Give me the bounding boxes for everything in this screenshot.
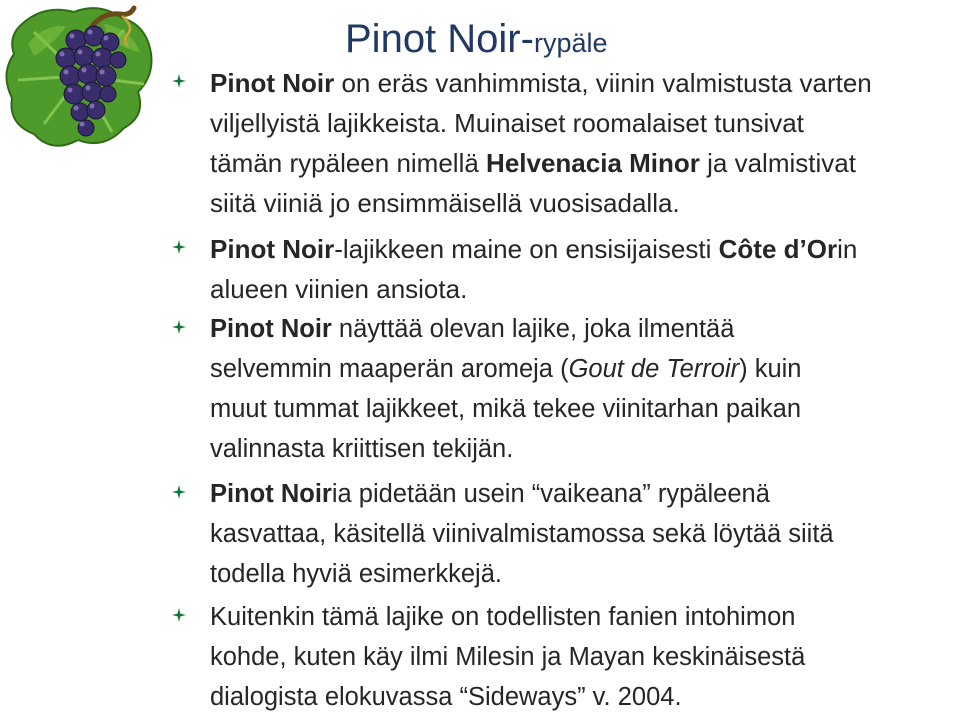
text-run: Pinot Noir — [210, 480, 332, 508]
text-run: Helvenacia Minor — [486, 148, 700, 178]
text-run: -lajikkeen maine on ensisijaisesti — [334, 234, 719, 264]
bullet-line — [210, 183, 952, 223]
bullet-text — [210, 229, 952, 309]
bullet-item — [172, 474, 952, 594]
title-main: Pinot Noir- — [345, 17, 534, 61]
bullet-line — [210, 349, 952, 389]
text-run: Gout de Terroir — [568, 355, 740, 383]
text-run: in — [837, 234, 858, 264]
bullet-line — [210, 389, 952, 429]
text-run: ) kuin — [739, 355, 802, 383]
text-run: ja valmistivat — [699, 148, 856, 178]
bullet-item — [172, 229, 952, 309]
text-run: Pinot Noir — [210, 234, 335, 264]
text-run: näyttää olevan lajike, joka ilmentää — [331, 315, 735, 343]
text-run: Kuitenkin tämä lajike on todellisten fanien intohimon — [210, 603, 796, 631]
text-run: todella hyviä esimerkkejä. — [210, 560, 502, 588]
text-run: on eräs vanhimmista, viinin valmistusta varten — [334, 68, 872, 98]
text-run: alueen viinien ansiota. — [210, 274, 468, 304]
text-run: dialogista elokuvassa “Sideways” v. 2004. — [210, 683, 682, 711]
text-run: valinnasta kriittisen tekijän. — [210, 435, 514, 463]
text-run: Pinot Noir — [210, 68, 335, 98]
bullet-line — [210, 143, 952, 183]
text-run: viljellyistä lajikkeista. Muinaiset roomalaiset tunsivat — [210, 108, 804, 138]
bullet-text — [210, 309, 952, 469]
text-run: tämän rypäleen nimellä — [210, 148, 487, 178]
bullet-star-icon — [172, 485, 186, 499]
bullet-star-icon — [172, 240, 186, 254]
text-run: Pinot Noir — [210, 315, 332, 343]
bullet-text — [210, 597, 952, 717]
bullet-star-icon — [172, 608, 186, 622]
bullet-line — [210, 677, 952, 717]
bullet-line — [210, 103, 952, 143]
bullet-line — [210, 429, 952, 469]
text-run: siitä viiniä jo ensimmäisellä vuosisadalla. — [210, 188, 680, 218]
bullet-star-icon — [172, 74, 186, 88]
bullet-line — [210, 637, 952, 677]
text-run: ia pidetään usein “vaikeana” rypäleenä — [331, 480, 770, 508]
text-run: kohde, kuten käy ilmi Milesin ja Mayan keskinäisestä — [210, 643, 806, 671]
bullet-item — [172, 63, 952, 223]
bullet-line — [210, 269, 952, 309]
bullet-text — [210, 474, 952, 594]
bullet-line — [210, 597, 952, 637]
bullet-item — [172, 309, 952, 469]
bullet-line — [210, 229, 952, 269]
bullet-line — [210, 309, 952, 349]
text-run: Côte d’Or — [718, 234, 838, 264]
text-run: selvemmin maaperän aromeja ( — [210, 355, 569, 383]
text-run: muut tummat lajikkeet, mikä tekee viinitarhan paikan — [210, 395, 802, 423]
title-suffix: rypäle — [533, 28, 608, 58]
bullet-line — [210, 63, 952, 103]
bullet-star-icon — [172, 320, 186, 334]
bullet-text — [210, 63, 952, 223]
bullet-item — [172, 597, 952, 717]
text-run: kasvattaa, käsitellä viinivalmistamossa sekä löytää siitä — [210, 520, 834, 548]
bullet-line — [210, 554, 952, 594]
bullet-line — [210, 474, 952, 514]
bullet-line — [210, 514, 952, 554]
